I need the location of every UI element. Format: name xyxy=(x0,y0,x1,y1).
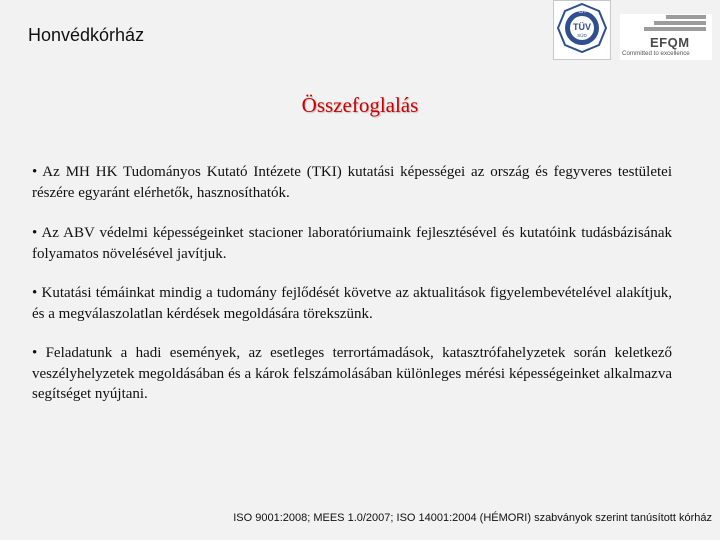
slide-title: Összefoglalás xyxy=(301,93,419,117)
tuv-top-text: CH xyxy=(578,9,586,15)
summary-paragraph-1: • Az MH HK Tudományos Kutató Intézete (TKI) kutatási képességei az ország és fegyveres testületei részére egyaránt elérhetők, hasznosíthatók. xyxy=(32,164,672,201)
tuv-sub-text: SÜD xyxy=(577,33,587,38)
summary-paragraph-4: • Feladatunk a hadi események, az esetleges terrortámadások, katasztrófahelyzetek során keletkező veszélyhelyzetek megoldásában és a károk felszámolásában különleges mérési képességeinket alkalmazva segítséget nyújtani. xyxy=(32,345,672,402)
tuv-certification-logo xyxy=(553,0,611,60)
organization-name: Honvédkórház xyxy=(28,25,145,45)
efqm-logo xyxy=(620,14,712,60)
summary-paragraph-2: • Az ABV védelmi képességeinket stacioner laboratóriumaink fejlesztésével és kutatóink tudásbázisának folyamatos növelésével javítjuk. xyxy=(32,225,672,262)
certification-footer: ISO 9001:2008; MEES 1.0/2007; ISO 14001:2004 (HÉMORI) szabványok szerint tanúsított kórház xyxy=(233,512,712,524)
efqm-tagline-text: Committed to excellence xyxy=(622,50,690,57)
tuv-seal-icon xyxy=(554,1,610,59)
tuv-brand-text: TÜV xyxy=(573,22,591,32)
summary-paragraph-3: • Kutatási témáinkat mindig a tudomány fejlődését követve az aktualitások figyelembevételével alakítjuk, és a megválaszolatlan kérdések megoldására törekszünk. xyxy=(32,285,672,322)
efqm-brand-text: EFQM xyxy=(650,35,690,50)
